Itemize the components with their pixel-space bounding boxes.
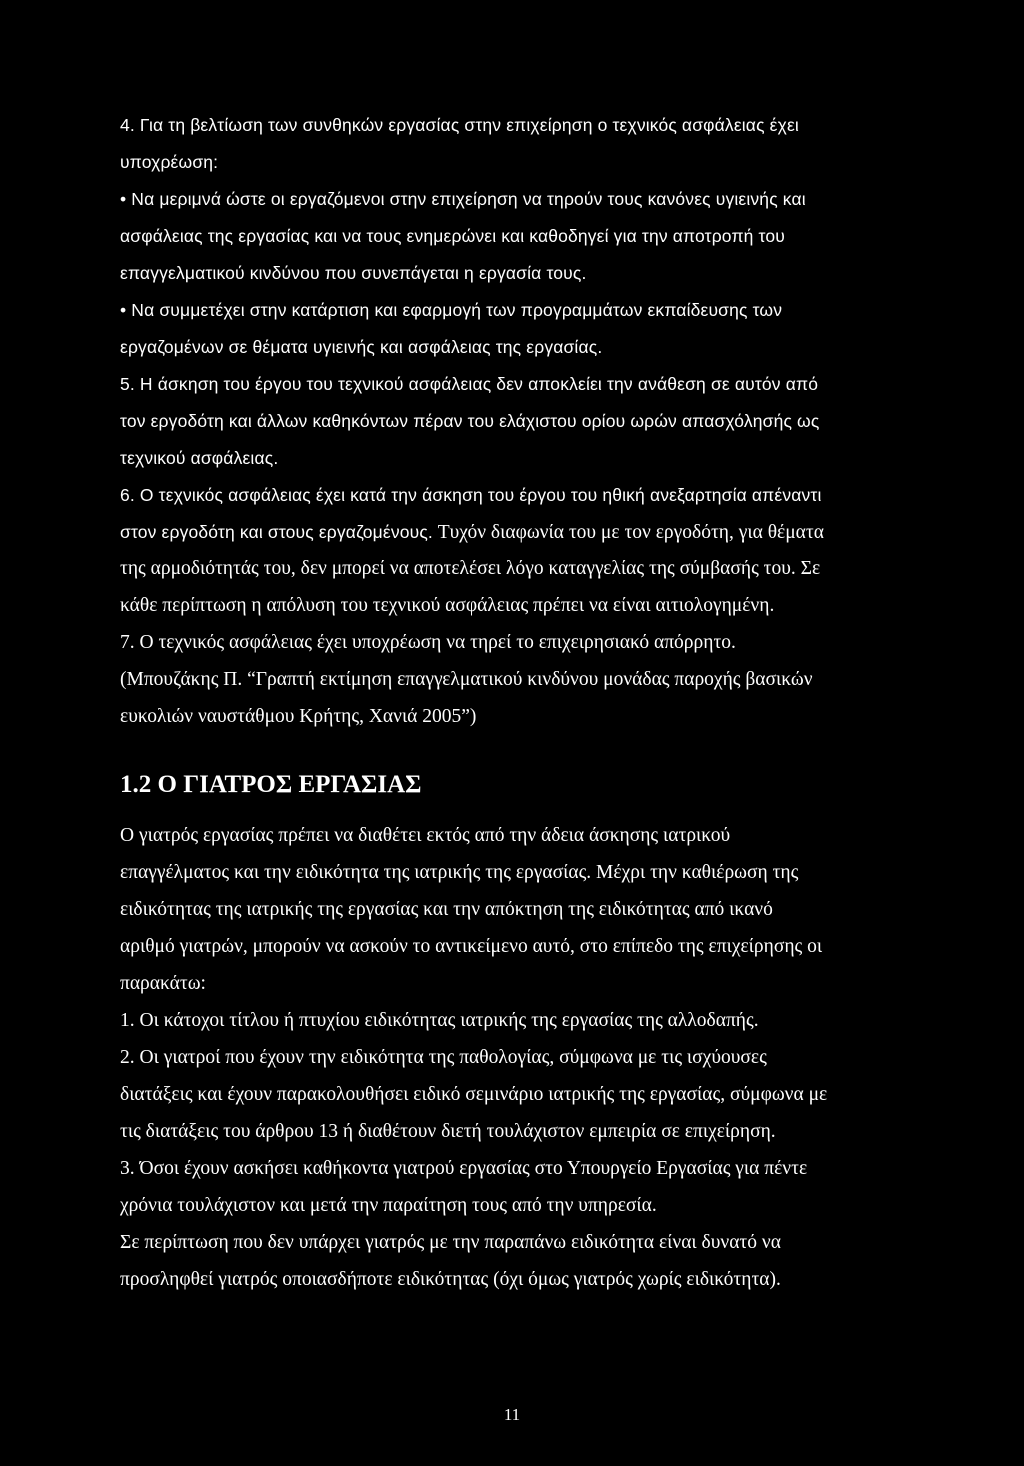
text-line: Σε περίπτωση που δεν υπάρχει γιατρός με την παραπάνω ειδικότητα είναι δυνατό να [120, 1232, 781, 1253]
text-line: 4. Για τη βελτίωση των συνθηκών εργασίας στην επιχείρηση ο τεχνικός ασφάλειας έχει [120, 115, 799, 135]
text-line: • Να συμμετέχει στην κατάρτιση και εφαρμογή των προγραμμάτων εκπαίδευσης των [120, 300, 783, 320]
text-line: 2. Οι γιατροί που έχουν την ειδικότητα της παθολογίας, σύμφωνα με τις ισχύουσες [120, 1047, 767, 1068]
text-line: Ο γιατρός εργασίας πρέπει να διαθέτει εκτός από την άδεια άσκησης ιατρικού [120, 825, 731, 846]
text-line: επαγγέλματος και την ειδικότητα της ιατρικής της εργασίας. Μέχρι την καθιέρωση της [120, 862, 799, 883]
text-line: ειδικότητας της ιατρικής της εργασίας και την απόκτηση της ειδικότητας από ικανό [120, 899, 773, 920]
text-segment-serif: Σε [800, 558, 821, 579]
text-line: 7. Ο τεχνικός ασφάλειας έχει υποχρέωση να τηρεί το επιχειρησιακό απόρρητο. [120, 632, 736, 653]
text-line: διατάξεις και έχουν παρακολουθήσει ειδικό σεμινάριο ιατρικής της εργασίας, σύμφωνα με [120, 1084, 828, 1105]
text-line: αριθμό γιατρών, μπορούν να ασκούν το αντικείμενο αυτό, στο επίπεδο της επιχείρησης οι [120, 936, 823, 957]
text-line: κάθε περίπτωση η απόλυση του τεχνικού ασφάλειας πρέπει να είναι αιτιολογημένη. [120, 595, 775, 616]
text-line: τεχνικού ασφάλειας. [120, 448, 279, 468]
text-line: εργαζομένων σε θέματα υγιεινής και ασφάλειας της εργασίας. [120, 337, 603, 357]
text-line: ευκολιών ναυστάθμου Κρήτης, Χανιά 2005”) [120, 706, 477, 727]
text-line: ασφάλειας της εργασίας και να τους ενημερώνει και καθοδηγεί για την αποτροπή του [120, 226, 785, 246]
text-segment-sans: στον εργοδότη και στους εργαζομένους. [120, 522, 433, 542]
text-line: χρόνια τουλάχιστον και μετά την παραίτηση τους από την υπηρεσία. [120, 1195, 657, 1216]
text-line: 5. Η άσκηση του έργου του τεχνικού ασφάλειας δεν αποκλείει την ανάθεση σε αυτόν από [120, 374, 819, 394]
text-line-mixed [120, 520, 824, 545]
text-line: προσληφθεί γιατρός οποιασδήποτε ειδικότητας (όχι όμως γιατρός χωρίς ειδικότητα). [120, 1269, 781, 1290]
page-number: 11 [503, 1405, 521, 1424]
text-line: 3. Όσοι έχουν ασκήσει καθήκοντα γιατρού εργασίας στο Υπουργείο Εργασίας για πέντε [120, 1158, 808, 1179]
text-line-mixed [120, 557, 820, 581]
text-line: επαγγελματικού κινδύνου που συνεπάγεται η εργασία τους. [120, 263, 587, 283]
text-line: τον εργοδότη και άλλων καθηκόντων πέραν του ελάχιστου ορίου ωρών απασχόλησής ως [120, 411, 820, 431]
text-line: • Να μεριμνά ώστε οι εργαζόμενοι στην επιχείρηση να τηρούν τους κανόνες υγιεινής και [120, 189, 806, 209]
text-line: 1. Οι κάτοχοι τίτλου ή πτυχίου ειδικότητας ιατρικής της εργασίας της αλλοδαπής. [120, 1010, 759, 1031]
text-line: υποχρέωση: [120, 152, 219, 172]
text-line: (Μπουζάκης Π. “Γραπτή εκτίμηση επαγγελματικού κινδύνου μονάδας παροχής βασικών [120, 669, 813, 690]
text-segment-serif: Τυχόν διαφωνία του με τον εργοδότη, για θέματα [437, 522, 824, 543]
text-line: 6. Ο τεχνικός ασφάλειας έχει κατά την άσκηση του έργου του ηθική ανεξαρτησία απέναντι [120, 485, 822, 505]
text-segment-serif: της αρμοδιότητάς του, δεν μπορεί να αποτελέσει λόγο καταγγελίας της σύμβασής του. [120, 558, 796, 579]
text-line: παρακάτω: [120, 973, 206, 994]
text-line: τις διατάξεις του άρθρου 13 ή διαθέτουν διετή τουλάχιστον εμπειρία σε επιχείρηση. [120, 1121, 776, 1142]
section-heading: 1.2 Ο ΓΙΑΤΡΟΣ ΕΡΓΑΣΙΑΣ [120, 771, 422, 798]
